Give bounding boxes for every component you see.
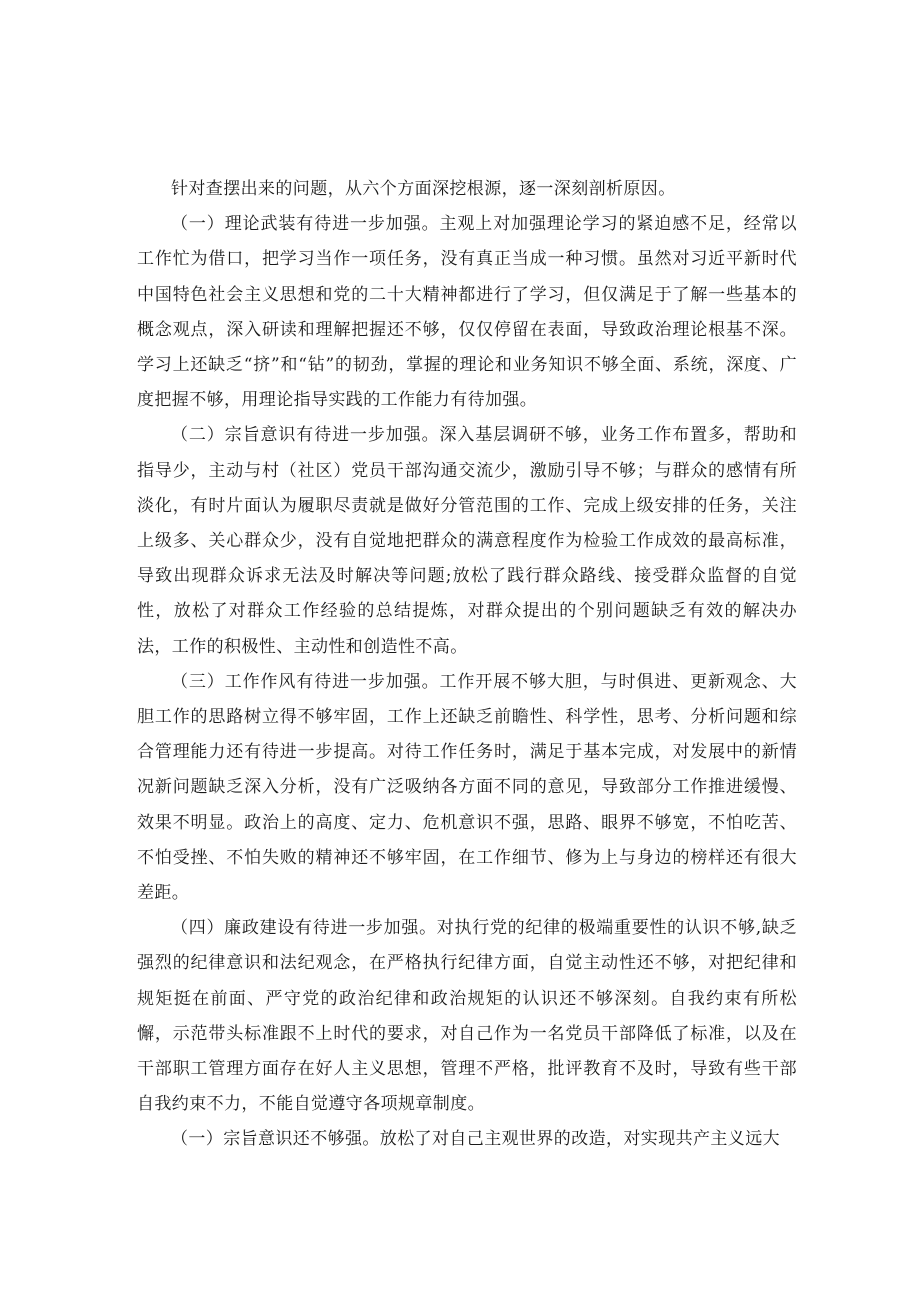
paragraph-purpose: （二）宗旨意识有待进一步加强。深入基层调研不够，业务工作布置多，帮助和指导少，主动与村（社区）党员干部沟通交流少，激励引导不够；与群众的感情有所淡化，有时片面认为履职尽责就是做好分管范围的工作、完成上级安排的任务，关注上级多、关心群众少，没有自觉地把群众的满意程度作为检验工作成效的最高标准，导致出现群众诉求无法及时解决等问题;放松了践行群众路线、接受群众监督的自觉性，放松了对群众工作经验的总结提炼，对群众提出的个别问题缺乏有效的解决办法，工作的积极性、主动性和创造性不高。 (137, 425, 797, 657)
paragraph-theory: （一）理论武装有待进一步加强。主观上对加强理论学习的紧迫感不足，经常以工作忙为借口，把学习当作一项任务，没有真正当成一种习惯。虽然对习近平新时代中国特色社会主义思想和党的二十大精神都进行了学习，但仅满足于了解一些基本的概念观点，深入研读和理解把握还不够，仅仅停留在表面，导致政治理论根基不深。学习上还缺乏“挤”和“钻”的韧劲，掌握的理论和业务知识不够全面、系统，深度、广度把握不够，用理论指导实践的工作能力有待加强。 (137, 214, 797, 411)
paragraph-intro: 针对查摆出来的问题，从六个方面深挖根源，逐一深刻剖析原因。 (171, 179, 676, 199)
paragraph-integrity: （四）廉政建设有待进一步加强。对执行党的纪律的极端重要性的认识不够,缺乏强烈的纪律意识和法纪观念，在严格执行纪律方面，自觉主动性还不够，对把纪律和规矩挺在前面、严守党的政治纪律和政治规矩的认识还不够深刻。自我约束有所松懈，示范带头标准跟不上时代的要求，对自己作为一名党员干部降低了标准，以及在干部职工管理方面存在好人主义思想，管理不严格，批评教育不及时，导致有些干部自我约束不力，不能自觉遵守各项规章制度。 (137, 918, 797, 1115)
paragraph-work-style: （三）工作作风有待进一步加强。工作开展不够大胆，与时俱进、更新观念、大胆工作的思路树立得不够牢固，工作上还缺乏前瞻性、科学性，思考、分析问题和综合管理能力还有待进一步提高。对待工作任务时，满足于基本完成，对发展中的新情况新问题缺乏深入分析，没有广泛吸纳各方面不同的意见，导致部分工作推进缓慢、效果不明显。政治上的高度、定力、危机意识不强，思路、眼界不够宽，不怕吃苦、不怕受挫、不怕失败的精神还不够牢固，在工作细节、修为上与身边的榜样还有很大差距。 (137, 671, 797, 904)
paragraph-purpose-awareness: （一）宗旨意识还不够强。放松了对自己主观世界的改造，对实现共产主义远大 (171, 1129, 780, 1150)
document-body (137, 172, 797, 1158)
